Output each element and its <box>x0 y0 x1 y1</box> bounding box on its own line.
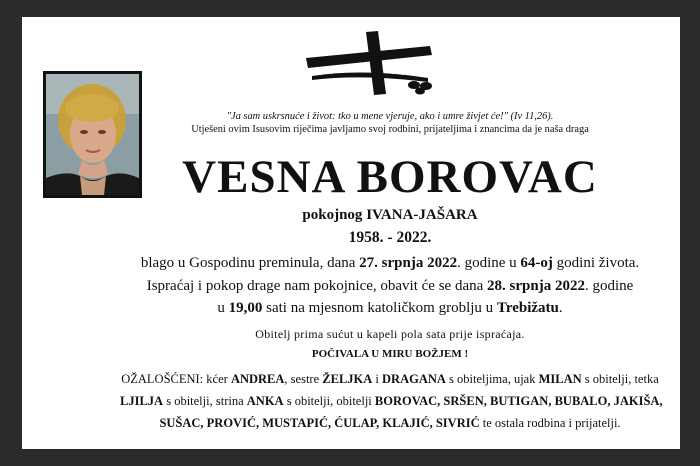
passed-line <box>120 255 660 272</box>
funeral-text-4: sati na mjesnom katoličkom groblju u <box>262 300 497 316</box>
mourner-families: BOROVAC, SRŠEN, BUTIGAN, BUBALO, JAKIŠA, <box>374 394 663 408</box>
parent-prefix: pokojnog <box>302 207 367 223</box>
mourner-name: MILAN <box>538 372 582 386</box>
portrait-image <box>46 74 139 195</box>
mourner-families: SUŠAC, PROVIĆ, MUSTAPIĆ, ĆULAP, KLAJIĆ, SIVRIĆ <box>159 416 480 430</box>
mourners-text: s obiteljima, ujak <box>445 372 539 386</box>
consolation-text: Utješeni ovim Isusovim riječima javljamo svoj rodbini, prijateljima i znancima da je naša draga <box>191 124 589 135</box>
portrait-photo <box>46 74 139 195</box>
deceased-name: VESNA BOROVAC <box>182 151 598 203</box>
bible-quote: "Ja sam uskrsnuće i život: tko u mene vjeruje, ako i umre živjet će!" (Iv 11,26). <box>226 111 554 122</box>
mourners-text: i <box>372 372 383 386</box>
rest-in-peace: POČIVALA U MIRU BOŽJEM ! <box>311 348 469 360</box>
funeral-time: 19,00 <box>228 300 263 316</box>
funeral-text-3: u <box>217 300 229 316</box>
mourners-text: , sestre <box>284 372 323 386</box>
mourners-text: s obitelji, tetka <box>581 372 659 386</box>
funeral-date: 28. srpnja 2022 <box>487 278 585 294</box>
mourners-line-3 <box>120 416 660 431</box>
mourners-text: OŽALOŠĆENI: kćer <box>121 372 231 386</box>
mourner-name: ANKA <box>246 394 284 408</box>
funeral-place: Trebižatu <box>496 300 559 316</box>
cross-icon <box>302 28 437 96</box>
parent-line <box>120 207 660 224</box>
parent-name: IVANA-JAŠARA <box>366 207 478 223</box>
passed-date: 27. srpnja 2022 <box>359 255 458 271</box>
funeral-line-2 <box>120 300 660 317</box>
funeral-text-1: Ispraćaj i pokop drage nam pokojnice, obavit će se dana <box>146 278 488 294</box>
mourner-name: LJILJA <box>120 394 164 408</box>
mourner-name: ANDREA <box>230 372 285 386</box>
mourners-text: s obitelji, strina <box>163 394 247 408</box>
mourner-name: ŽELJKA <box>322 372 373 386</box>
passed-text-3: godini života. <box>552 255 640 271</box>
passed-text-2: . godine u <box>457 255 521 271</box>
mourners-text: s obitelji, obitelji <box>283 394 375 408</box>
funeral-line-1 <box>120 278 660 295</box>
mourners-text: te ostala rodbina i prijatelji. <box>479 416 621 430</box>
condolences-note: Obitelj prima sućut u kapeli pola sata prije ispraćaja. <box>255 327 525 341</box>
portrait-frame <box>43 71 142 198</box>
mourner-name: DRAGANA <box>382 372 446 386</box>
life-years: 1958. - 2022. <box>348 229 432 246</box>
mourners-line-2 <box>120 394 663 409</box>
passed-age: 64-oj <box>520 255 553 271</box>
funeral-text-2: . godine <box>584 278 634 294</box>
funeral-text-5: . <box>558 300 563 316</box>
mourners-line-1 <box>120 372 660 387</box>
passed-text-1: blago u Gospodinu preminula, dana <box>140 255 360 271</box>
